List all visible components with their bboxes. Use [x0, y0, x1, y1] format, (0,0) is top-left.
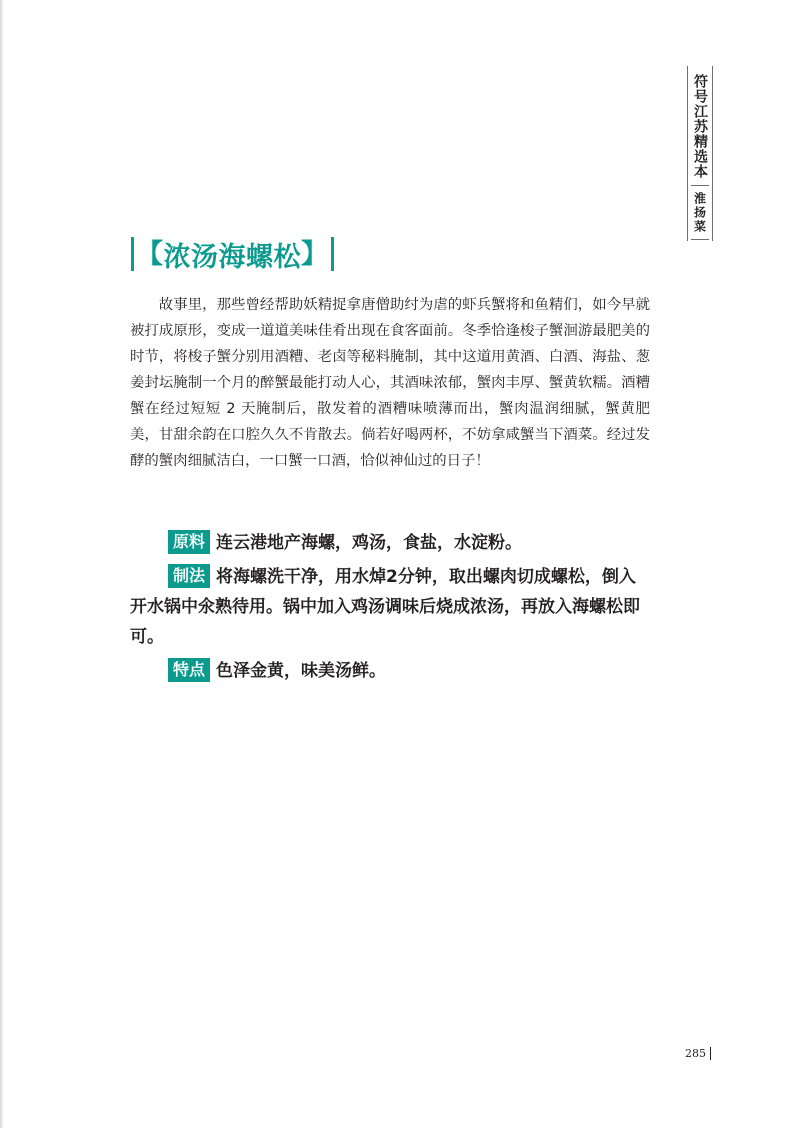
header-divider: [691, 185, 709, 186]
dish-title: [129, 234, 336, 274]
page-number: 285: [685, 1047, 711, 1060]
category-title: 淮扬菜: [692, 192, 707, 234]
intro-text: 故事里，那些曾经帮助妖精捉拿唐僧助纣为虐的虾兵蟹将和鱼精们，如今早就被打成原形，变成一道道美味佳肴出现在食客面前。冬季恰逢梭子蟹洄游最肥美的时节，将梭子蟹分别用酒糟、老卤等秘料腌制，其中这道用黄酒、白酒、海盐、葱姜封坛腌制一个月的醉蟹最能打动人心，其酒味浓郁，蟹肉丰厚、蟹黄软糯。酒糟蟹在经过短短 2 天腌制后，散发着的酒糟味喷薄而出，蟹肉温润细腻，蟹黄肥美，甘甜余韵在口腔久久不肯散去。倘若好喝两杯，不妨拿咸蟹当下酒菜。经过发酵的蟹肉细腻洁白，一口蟹一口酒，恰似神仙过的日子！: [130, 297, 650, 469]
header-end-rule: [691, 239, 709, 240]
ingredients-row: [130, 528, 650, 558]
series-title: 符号江苏精选本: [692, 74, 708, 179]
intro-paragraph: [130, 292, 650, 474]
features-tag: 特点: [168, 658, 210, 682]
method-text: 将海螺洗干净，用水焯2分钟，取出螺肉切成螺松，倒入开水锅中氽熟待用。锅中加入鸡汤调味后烧成浓汤，再放入海螺松即可。: [130, 567, 640, 647]
title-bar-left: [131, 237, 134, 271]
recipe-section: [130, 528, 650, 690]
ingredients-tag: 原料: [168, 530, 210, 554]
ingredients-text: 连云港地产海螺，鸡汤，食盐，水淀粉。: [216, 533, 523, 553]
title-bar-right: [331, 237, 334, 271]
method-tag: 制法: [168, 564, 210, 588]
method-row: [130, 562, 650, 652]
title-bracket-close: 】: [301, 238, 329, 270]
title-bracket-open: 【: [136, 238, 164, 270]
dish-name: 浓汤海螺松: [163, 241, 301, 273]
page-edge-shadow: [0, 0, 4, 1128]
features-row: [130, 656, 650, 686]
features-text: 色泽金黄，味美汤鲜。: [216, 661, 387, 681]
